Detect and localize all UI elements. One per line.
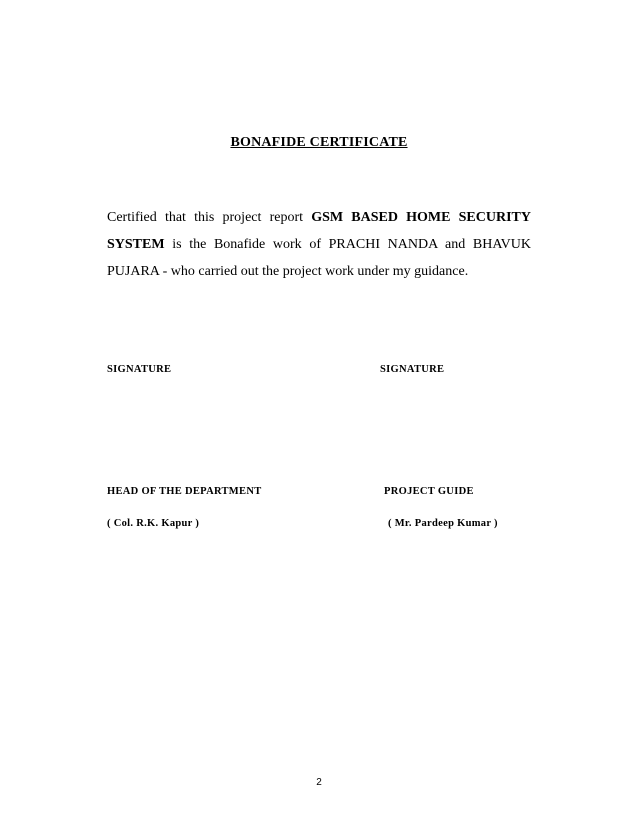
body-text-intro: Certified that this project report: [107, 210, 312, 225]
project-name: GSM BASED HOME SECURITY SYSTEM: [107, 210, 531, 252]
left-role: HEAD OF THE DEPARTMENT: [107, 486, 262, 497]
left-name: ( Col. R.K. Kapur ): [107, 518, 200, 529]
body-text-rest: is the Bonafide work of PRACHI NANDA and BHAVUK PUJARA - who carried out the project work under my guidance.: [107, 237, 531, 279]
page-number: 2: [316, 777, 322, 788]
right-signature-label: SIGNATURE: [380, 364, 445, 375]
certificate-body: [107, 204, 531, 285]
certificate-title: BONAFIDE CERTIFICATE: [230, 135, 408, 150]
right-role: PROJECT GUIDE: [384, 486, 474, 497]
left-signature-label: SIGNATURE: [107, 364, 172, 375]
right-name: ( Mr. Pardeep Kumar ): [388, 518, 498, 529]
